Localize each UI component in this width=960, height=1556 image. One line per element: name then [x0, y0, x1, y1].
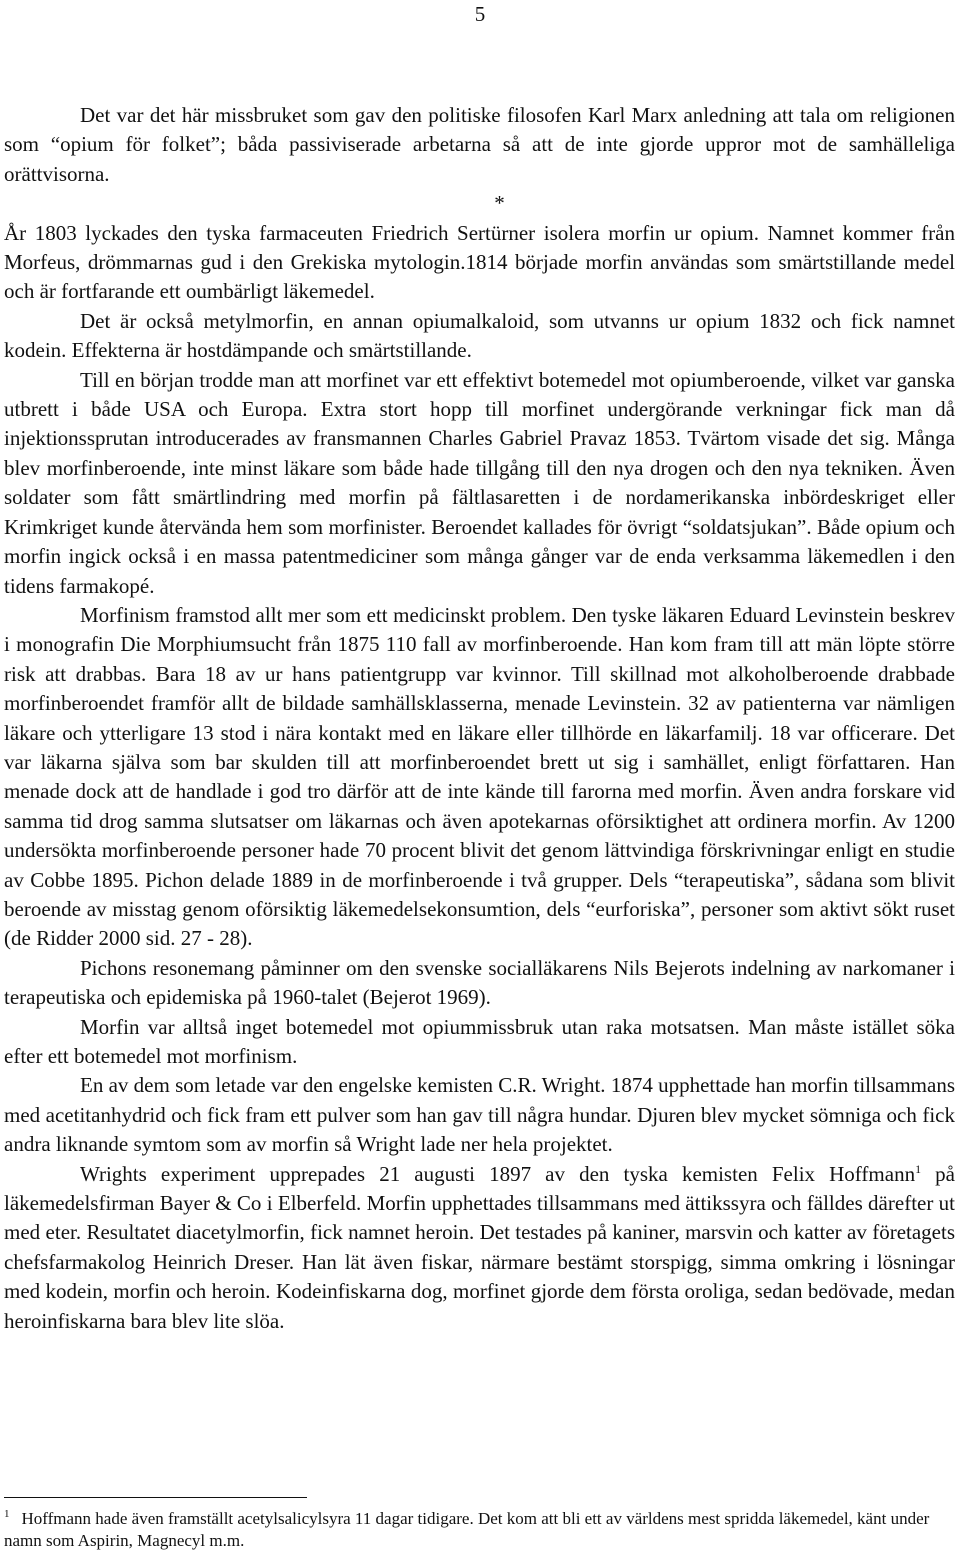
paragraph-hoffmann-start: Wrights experiment upprepades 21 augusti 1897 av den tyska kemisten Felix Hoffmann [80, 1161, 916, 1186]
paragraph-serturner: År 1803 lyckades den tyska farmaceuten Friedrich Sertürner isolera morfin ur opium. Namnet kommer från Morfeus, drömmarnas gud i den Grekiska mytologin.1814 började morfin användas som smärtstillande medel och är fortfarande ett oumbärligt läkemedel. [4, 220, 955, 304]
paragraph-hoffmann [4, 1160, 955, 1336]
paragraph-bejerot: Pichons resonemang påminner om den svenske socialläkarens Nils Bejerots indelning av narkomaner i terapeutiska och epidemiska på 1960-talet (Bejerot 1969). [4, 955, 955, 1010]
paragraph-morfin-motsatsen: Morfin var alltså inget botemedel mot opiummissbruk utan raka motsatsen. Man måste istället söka efter ett botemedel mot morfinism. [4, 1014, 955, 1068]
page-number: 5 [474, 2, 486, 26]
paragraph-wright: En av dem som letade var den engelske kemisten C.R. Wright. 1874 upphettade han morfin tillsammans med acetitanhydrid och fick fram ett pulver som han gav till några hundar. Djuren blev mycket sömniga och fick andra liknande symtom som av morfin så Wright lade ner hela projektet. [4, 1073, 955, 1157]
footnote-divider [4, 1497, 307, 1498]
paragraph-hoffmann-rest: på läkemedelsfirman Bayer & Co i Elberfeld. Morfin upphettades tillsammans med ättikssyra och fälldes därefter ut med eter. Resultatet diacetylmorfin, fick namnet heroin. Det testades på kaniner, marsvin och katter av företagets chefsfarmakolog Heinrich Dreser. Han lät även fiskar, närmare bestämt storspigg, simma omkring i lösningar med kodein, morfin och heroin. Kodeinfiskarna dog, morfinet gjorde dem första oroliga, sedan bedövade, medan heroinfiskarna bara blev lite slöa. [4, 1161, 956, 1333]
paragraph-botemedel: Till en början trodde man att morfinet var ett effektivt botemedel mot opiumberoende, vilket var ganska utbrett i både USA och Europa. Extra stort hopp till morfinet undergörande verkningar fick man då injektionssprutan introducerades av fransmannen Charles Gabriel Pravaz 1853. Tvärtom visade det sig. Många blev morfinberoende, inte minst läkare som både hade tillgång till den nya drogen och den nya tekniken. Även soldater som fått smärtlindring med morfin på fältlasaretten i de nordamerikanska inbördeskriget eller Krimkriget kunde återvända hem som morfinister. Beroendet kallades för övrigt “soldatsjukan”. Både opium och morfin ingick också i en massa patentmediciner som många gånger var de enda verksamma läkemedlen i den tidens farmakopé. [4, 367, 955, 598]
footnote-marker: 1 [4, 1508, 10, 1521]
paragraph-kodein: Det är också metylmorfin, en annan opiumalkaloid, som utvanns ur opium 1832 och fick namnet kodein. Effekterna är hostdämpande och smärtstillande. [4, 308, 955, 363]
footnote-text: Hoffmann hade även framställt acetylsalicylsyra 11 dagar tidigare. Det kom att bli ett av världens mest spridda läkemedel, känt under namn som Aspirin, Magnecyl m.m. [4, 1509, 930, 1550]
section-separator: * [494, 191, 505, 216]
footnote [4, 1508, 934, 1552]
footnote-reference[interactable]: 1 [915, 1161, 922, 1176]
body-text [4, 101, 955, 1336]
paragraph-morfinism: Morfinism framstod allt mer som ett medicinskt problem. Den tyske läkaren Eduard Levinstein beskrev i monografin Die Morphiumsucht från 1875 110 fall av morfinberoende. Han kom fram till att män löpte större risk att drabbas. Bara 18 av ur hans patientgrupp var kvinnor. Till skillnad mot alkoholberoende drabbade morfinberoendet framför allt de bildade samhällsklasserna, menade Levinstein. 32 av patienterna var nämligen läkare och ytterligare 13 stod i nära kontakt med en läkare eller tillhörde en läkarfamilj. 18 var officerare. Det var läkarna själva som bar skulden till att morfinberoendet brett ut sig i samhället, enligt författaren. Han menade dock att de handlade i god tro därför att de inte kände till farorna med morfin. Även andra forskare vid samma tid drog samma slutsatser om läkarnas och även apotekarnas oförsiktighet att ordinera morfin. Av 1200 undersökta morfinberoende personer hade 70 procent blivit det genom lättvindiga förskrivningar enligt en studie av Cobbe 1895. Pichon delade 1889 in de morfinberoende i två grupper. Dels “terapeutiska”, sådana som blivit beroende av misstag genom oförsiktig läkemedelsekonsumtion, dels “eurforiska”, personer som aktivt sökt ruset (de Ridder 2000 sid. 27 - 28). [4, 602, 955, 951]
paragraph-marx: Det var det här missbruket som gav den politiske filosofen Karl Marx anledning att tala om religionen som “opium för folket”; båda passiviserade arbetarna så att de inte gjorde uppror mot de samhälleliga orättvisorna. [4, 103, 955, 186]
